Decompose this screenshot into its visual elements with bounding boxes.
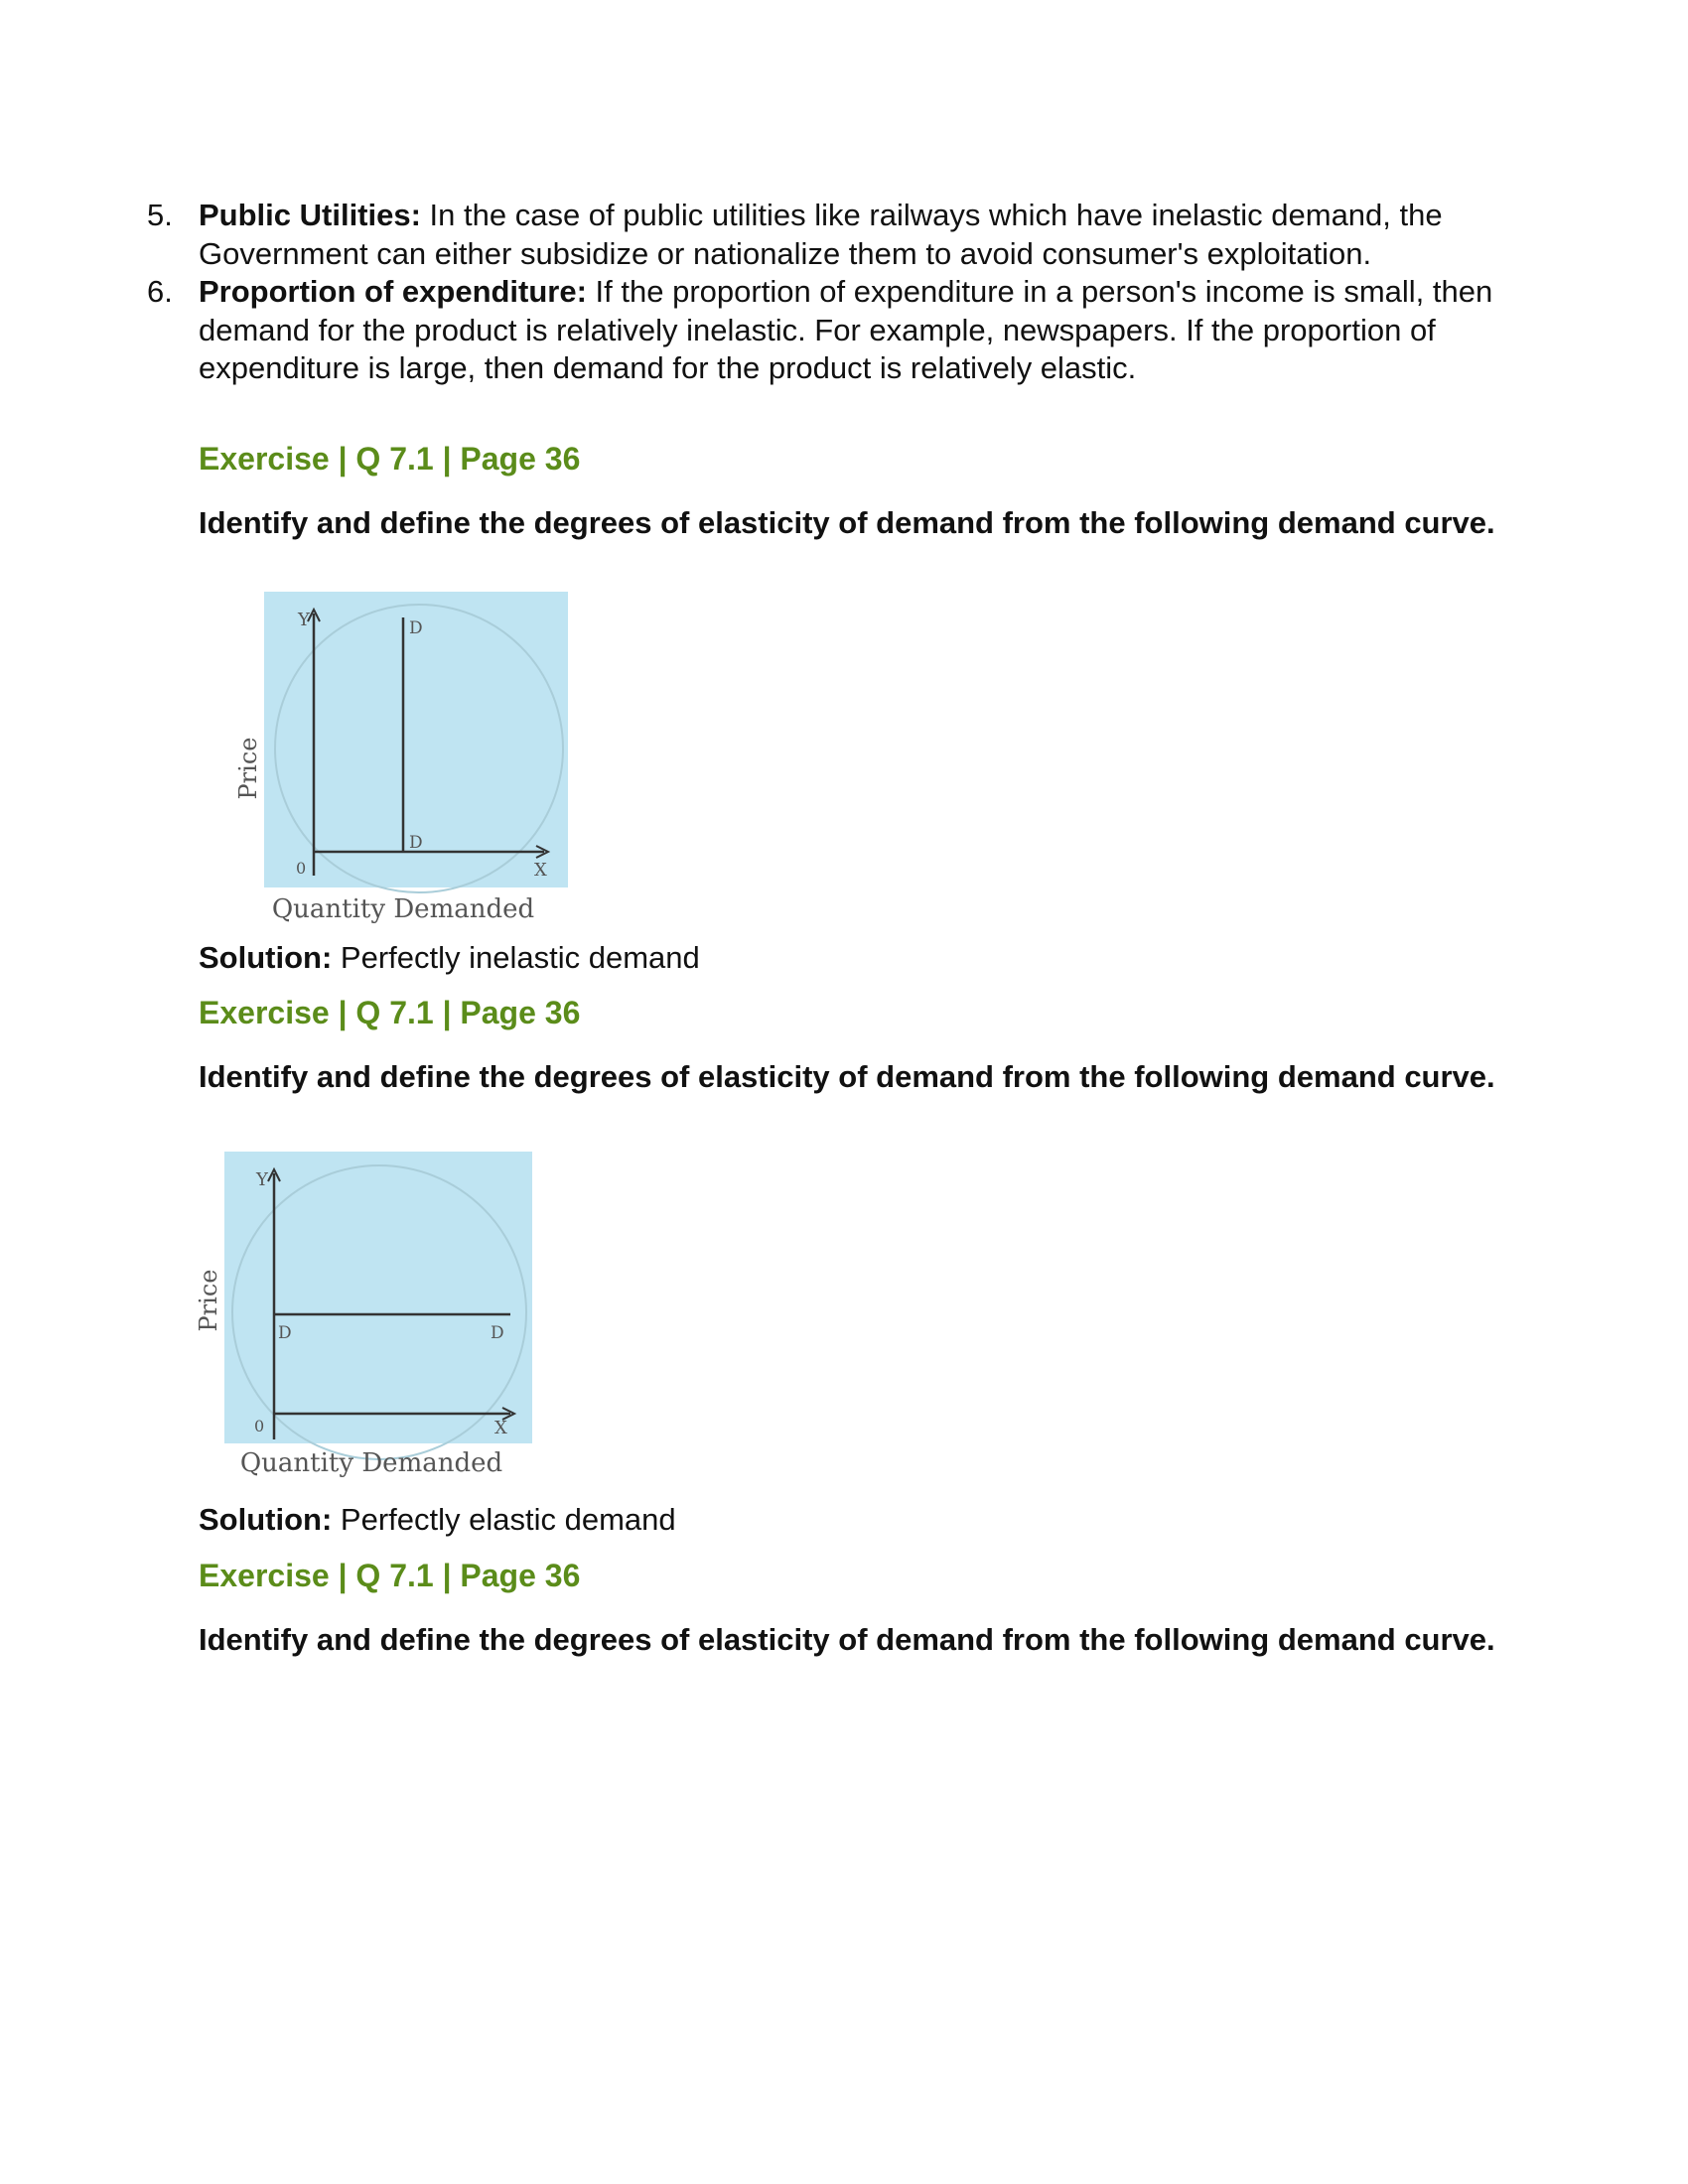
figure-svg [195,1152,542,1489]
solution-label: Solution: [199,940,333,975]
exercise-heading: Exercise | Q 7.1 | Page 36 [199,995,581,1030]
list-item-text: In the case of public utilities like railways which have inelastic demand, the Government can either subsidize or nationalize them to avoid consumer's exploitation. [199,198,1443,271]
question-text: Identify and define the degrees of elasticity of demand from the following demand curve. [199,1059,1495,1094]
exercise-1-solution [199,939,1509,977]
curve-label-left: D [278,1323,292,1343]
list-item [147,197,1497,273]
x-axis-letter: X [534,860,547,881]
origin-label: 0 [254,1417,265,1435]
solution-answer: Perfectly elastic demand [332,1502,676,1537]
exercise-3-text [199,1557,1509,1667]
figure-svg [234,592,572,929]
list-item [147,273,1497,388]
y-axis-label: Price [195,1269,222,1332]
y-axis-label: Price [234,737,262,800]
exercise-heading: Exercise | Q 7.1 | Page 36 [199,441,581,477]
exercise-2-solution [199,1501,1509,1539]
solution-text [199,939,1509,977]
list-item-label: Proportion of expenditure: [199,274,587,309]
exercise-1-text [199,440,1509,550]
solution-text [199,1501,1509,1539]
list-number: 6. [147,274,173,309]
solution-label: Solution: [199,1502,333,1537]
curve-label-right: D [491,1323,504,1343]
reasons-list [147,197,1497,388]
curve-label-top: D [409,618,423,638]
y-axis-letter: Y [256,1169,268,1190]
x-axis-letter: X [494,1418,507,1438]
demand-curve-figure-elastic [195,1152,542,1489]
curve-label-bottom: D [409,833,423,853]
y-axis-letter: Y [298,610,310,630]
figure-background [224,1152,532,1443]
origin-label: 0 [296,859,307,878]
question-text: Identify and define the degrees of elasticity of demand from the following demand curve. [199,505,1495,540]
question-text: Identify and define the degrees of elasticity of demand from the following demand curve. [199,1622,1495,1657]
list-item-text: If the proportion of expenditure in a person's income is small, then demand for the product is relatively inelastic. For example, newspapers. If the proportion of expenditure is large, then demand for the product is relatively elastic. [199,274,1493,385]
solution-answer: Perfectly inelastic demand [332,940,700,975]
list-item-label: Public Utilities: [199,198,421,232]
exercise-heading: Exercise | Q 7.1 | Page 36 [199,1558,581,1593]
x-axis-label: Quantity Demanded [271,894,535,924]
x-axis-label: Quantity Demanded [239,1448,503,1478]
demand-curve-figure-inelastic [234,592,572,929]
list-number: 5. [147,198,173,232]
exercise-2-text [199,994,1509,1104]
